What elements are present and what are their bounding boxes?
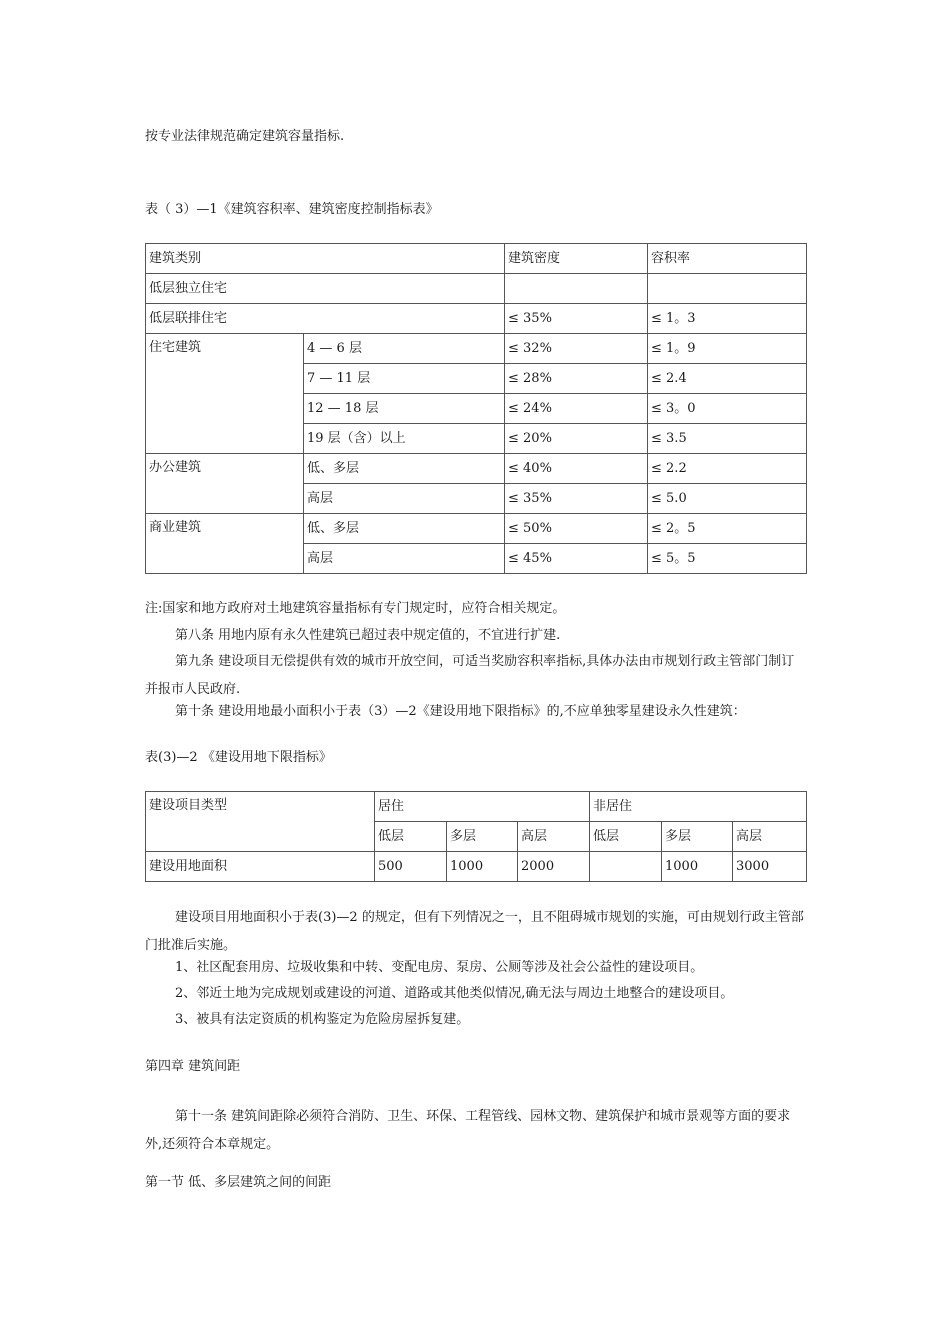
category-cell: 商业建筑: [146, 514, 304, 574]
floors-cell: 低、多层: [304, 514, 505, 544]
table-row: [146, 514, 807, 544]
far-cell: ≤ 2。5: [648, 514, 807, 544]
floors-cell: 12 — 18 层: [304, 394, 505, 424]
header-residential: 居住: [375, 792, 590, 822]
density-cell: ≤ 28%: [505, 364, 648, 394]
density-cell: ≤ 32%: [505, 334, 648, 364]
header-type: 建筑类别: [146, 244, 505, 274]
density-cell: ≤ 35%: [505, 304, 648, 334]
table-header-row: [146, 244, 807, 274]
floors-cell: 7 — 11 层: [304, 364, 505, 394]
density-cell: ≤ 24%: [505, 394, 648, 424]
intro-line: 按专业法律规范确定建筑容量指标.: [145, 129, 345, 144]
floors-cell: 高层: [304, 484, 505, 514]
density-cell: ≤ 20%: [505, 424, 648, 454]
floors-cell: 4 — 6 层: [304, 334, 505, 364]
level-cell: 多层: [447, 822, 518, 852]
table-row: [146, 274, 807, 304]
value-cell: 500: [375, 852, 447, 882]
table-header-row: [146, 792, 807, 822]
table-row: [146, 454, 807, 484]
table2-caption: 表(3)—2 《建设用地下限指标》: [145, 750, 332, 765]
list-item: 2、邻近土地为完成规划或建设的河道、道路或其他类似情况,确无法与周边土地整合的建设项目。: [175, 986, 734, 1001]
density-cell: ≤ 35%: [505, 484, 648, 514]
far-cell: ≤ 5.0: [648, 484, 807, 514]
type-cell: 低层独立住宅: [146, 274, 505, 304]
article-11: 第十一条 建筑间距除必须符合消防、卫生、环保、工程管线、园林文物、建筑保护和城市景观等方面的要求外,还须符合本章规定。: [145, 1109, 791, 1152]
far-cell: ≤ 1。9: [648, 334, 807, 364]
density-cell: [505, 274, 648, 304]
table-note: 注:国家和地方政府对土地建筑容量指标有专门规定时，应符合相关规定。: [145, 601, 566, 616]
article-8: 第八条 用地内原有永久性建筑已超过表中规定值的，不宜进行扩建.: [175, 628, 561, 643]
density-cell: ≤ 45%: [505, 544, 648, 574]
category-cell: 办公建筑: [146, 454, 304, 514]
section-heading: 第一节 低、多层建筑之间的间距: [145, 1175, 332, 1190]
header-non-residential: 非居住: [590, 792, 807, 822]
header-density: 建筑密度: [505, 244, 648, 274]
table-row: [146, 304, 807, 334]
far-cell: ≤ 3.5: [648, 424, 807, 454]
far-cell: ≤ 2.2: [648, 454, 807, 484]
table-row: [146, 334, 807, 364]
density-cell: ≤ 50%: [505, 514, 648, 544]
list-item: 3、被具有法定资质的机构鉴定为危险房屋拆复建。: [175, 1012, 470, 1027]
list-item: 1、社区配套用房、垃圾收集和中转、变配电房、泵房、公厕等涉及社会公益性的建设项目。: [175, 960, 704, 975]
level-cell: 多层: [662, 822, 733, 852]
level-cell: 低层: [375, 822, 447, 852]
header-far: 容积率: [648, 244, 807, 274]
floors-cell: 19 层（含）以上: [304, 424, 505, 454]
article-9: 第九条 建设项目无偿提供有效的城市开放空间，可适当奖励容积率指标,具体办法由市规划行政主管部门制订并报市人民政府.: [145, 654, 795, 697]
far-cell: ≤ 3。0: [648, 394, 807, 424]
far-density-table: [145, 243, 807, 574]
level-cell: 高层: [733, 822, 807, 852]
level-cell: 高层: [518, 822, 590, 852]
level-cell: 低层: [590, 822, 662, 852]
value-cell: 1000: [447, 852, 518, 882]
area-label-cell: 建设用地面积: [146, 852, 375, 882]
value-cell: [590, 852, 662, 882]
chapter-heading: 第四章 建筑间距: [145, 1059, 241, 1074]
value-cell: 2000: [518, 852, 590, 882]
far-cell: ≤ 2.4: [648, 364, 807, 394]
floors-cell: 高层: [304, 544, 505, 574]
floors-cell: 低、多层: [304, 454, 505, 484]
value-cell: 3000: [733, 852, 807, 882]
far-cell: ≤ 5。5: [648, 544, 807, 574]
density-cell: ≤ 40%: [505, 454, 648, 484]
land-area-table: [145, 791, 807, 882]
category-cell: 住宅建筑: [146, 334, 304, 454]
table1-caption: 表（ 3）—1《建筑容积率、建筑密度控制指标表》: [145, 202, 439, 217]
exception-paragraph: 建设项目用地面积小于表(3)—2 的规定，但有下列情况之一，且不阻碍城市规划的实施，可由规划行政主管部门批准后实施。: [145, 910, 804, 953]
article-10: 第十条 建设用地最小面积小于表（3）—2《建设用地下限指标》的,不应单独零星建设永久性建筑：: [175, 704, 746, 719]
far-cell: ≤ 1。3: [648, 304, 807, 334]
type-cell: 低层联排住宅: [146, 304, 505, 334]
header-project-type: 建设项目类型: [146, 792, 375, 852]
far-cell: [648, 274, 807, 304]
value-cell: 1000: [662, 852, 733, 882]
table-row: [146, 852, 807, 882]
